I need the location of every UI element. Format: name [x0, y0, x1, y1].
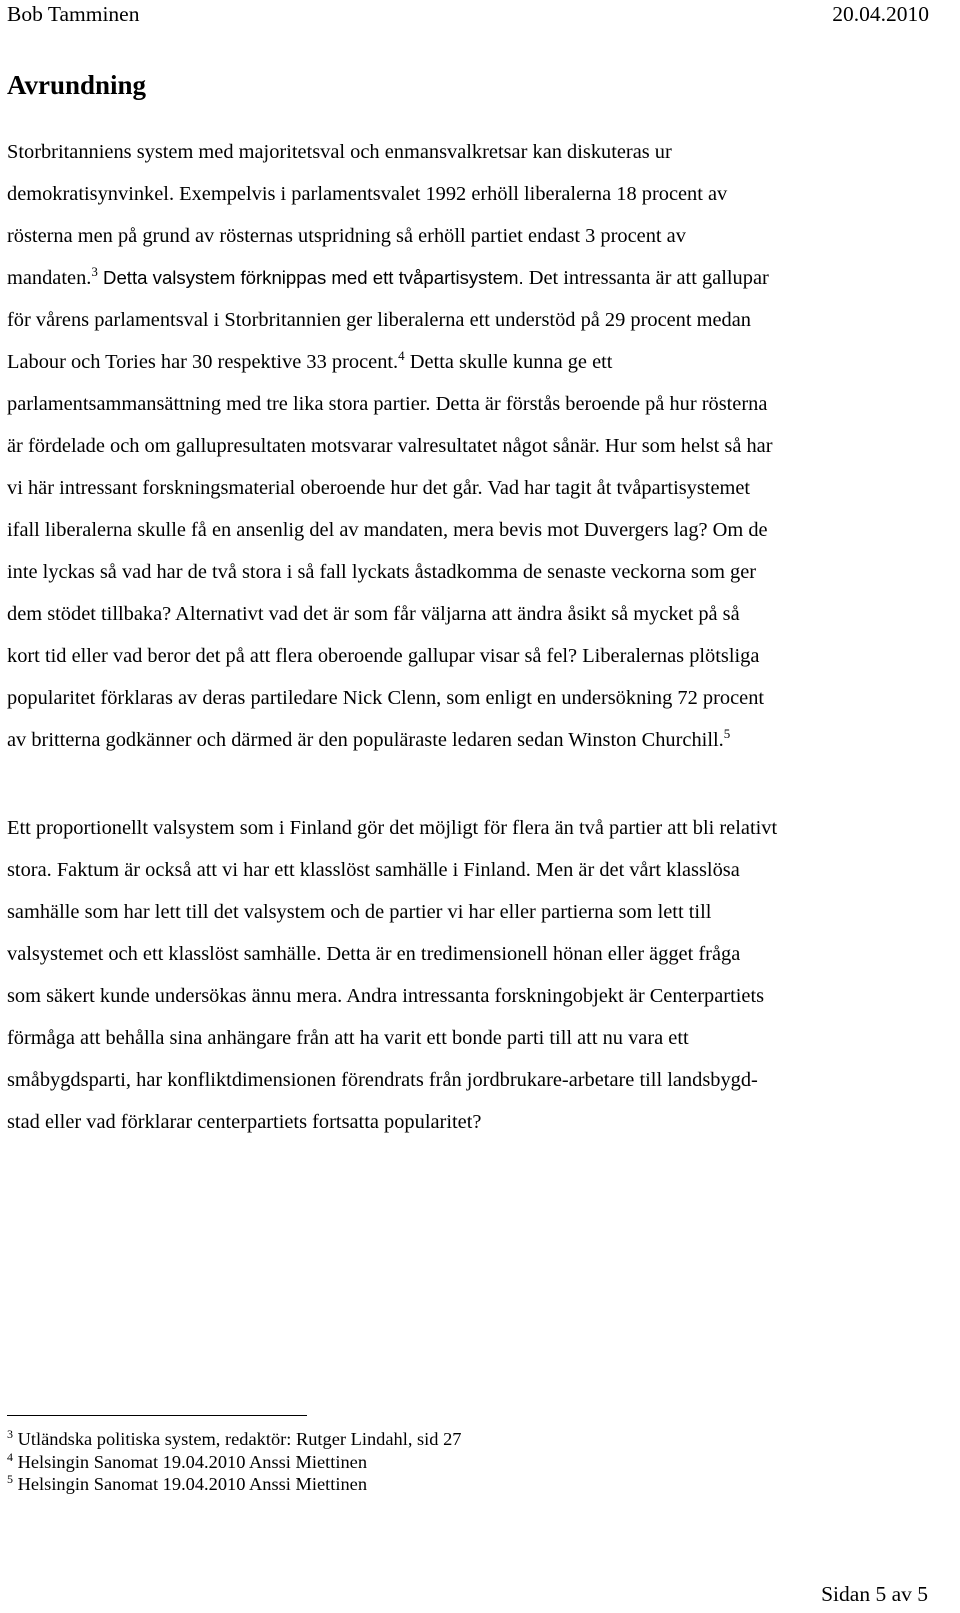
line-text: av britterna godkänner och därmed är den populäraste ledaren sedan Winston Churchill. — [7, 729, 724, 751]
footnotes — [7, 1428, 461, 1496]
footnote — [7, 1428, 461, 1451]
paragraph-line: kort tid eller vad beror det på att flera oberoende gallupar visar så fel? Liberalernas plötsliga — [7, 645, 760, 667]
paragraph-line: samhälle som har lett till det valsystem och de partier vi har eller partierna som lett till — [7, 901, 712, 923]
paragraph-line: inte lyckas så vad har de två stora i så fall lyckats åstadkomma de senaste veckorna som ger — [7, 561, 757, 583]
paragraph-2 — [7, 807, 937, 1143]
paragraph-line — [7, 719, 937, 761]
paragraph-line: Ett proportionellt valsystem som i Finland gör det möjligt för flera än två partier att bli relativt — [7, 817, 778, 839]
paragraph-1 — [7, 131, 937, 761]
footnote-text: Helsingin Sanomat 19.04.2010 Anssi Miettinen — [17, 1451, 368, 1472]
paragraph-line: förmåga att behålla sina anhängare från att ha varit ett bonde parti till att nu vara ett — [7, 1027, 689, 1049]
paragraph-line: parlamentsammansättning med tre lika stora partier. Detta är förstås beroende på hur rösterna — [7, 393, 768, 415]
paragraph-line: rösterna men på grund av rösternas utspridning så erhöll partiet endast 3 procent av — [7, 225, 686, 247]
header-date: 20.04.2010 — [832, 2, 929, 26]
footnote — [7, 1473, 461, 1496]
paragraph-line: stad eller vad förklarar centerpartiets fortsatta popularitet? — [7, 1111, 482, 1133]
paragraph-line: är fördelade och om gallupresultaten motsvarar valresultatet något sånär. Hur som helst så har — [7, 435, 773, 457]
footnote-separator — [7, 1415, 307, 1416]
page-number: Sidan 5 av 5 — [821, 1582, 928, 1606]
footnote-number: 5 — [7, 1472, 13, 1486]
line-text: mandaten. — [7, 267, 92, 289]
line-text: Detta skulle kunna ge ett — [404, 351, 613, 373]
footnote-text: Utländska politiska system, redaktör: Rutger Lindahl, sid 27 — [17, 1429, 462, 1449]
footnote-text: Helsingin Sanomat 19.04.2010 Anssi Miettinen — [17, 1474, 368, 1494]
paragraph-line: ifall liberalerna skulle få en ansenlig del av mandaten, mera bevis mot Duvergers lag? Om de — [7, 519, 768, 541]
line-text-sans: Detta valsystem förknippas med ett tvåpartisystem. — [97, 267, 524, 288]
page-header — [7, 0, 929, 32]
footnote-ref-4[interactable]: 4 — [398, 348, 405, 363]
paragraph-line: demokratisynvinkel. Exempelvis i parlamentsvalet 1992 erhöll liberalerna 18 procent av — [7, 183, 728, 205]
paragraph-line: valsystemet och ett klasslöst samhälle. Detta är en tredimensionell hönan eller ägget fråga — [7, 943, 741, 965]
paragraph-line — [7, 341, 937, 383]
line-text: Det intressanta är att gallupar — [523, 267, 769, 289]
paragraph-line: som säkert kunde undersökas ännu mera. Andra intressanta forskningobjekt är Centerpartiets — [7, 985, 765, 1007]
paragraph-line: för vårens parlamentsval i Storbritannien ger liberalerna ett understöd på 29 procent medan — [7, 309, 751, 331]
footnote-ref-3[interactable]: 3 — [91, 264, 98, 279]
line-text: Labour och Tories har 30 respektive 33 procent. — [7, 351, 399, 373]
footnote-number: 4 — [7, 1449, 13, 1464]
paragraph-line: vi här intressant forskningsmaterial oberoende hur det går. Vad har tagit åt tvåpartisystemet — [7, 477, 751, 499]
footnote-ref-5[interactable]: 5 — [723, 726, 731, 741]
paragraph-line: dem stödet tillbaka? Alternativt vad det är som får väljarna att ändra åsikt så mycket på så — [7, 603, 740, 625]
paragraph-line: Storbritanniens system med majoritetsval och enmansvalkretsar kan diskuteras ur — [7, 141, 672, 163]
footnote-number: 3 — [7, 1427, 13, 1441]
section-heading: Avrundning — [7, 70, 147, 100]
footnote — [7, 1451, 461, 1474]
paragraph-line — [7, 257, 937, 299]
header-author: Bob Tamminen — [7, 2, 140, 26]
paragraph-line: stora. Faktum är också att vi har ett klasslöst samhälle i Finland. Men är det vårt klasslösa — [7, 859, 740, 881]
paragraph-line: popularitet förklaras av deras partiledare Nick Clenn, som enligt en undersökning 72 procent — [7, 687, 765, 709]
paragraph-line: småbygdsparti, har konfliktdimensionen förendrats från jordbrukare-arbetare till landsbygd- — [7, 1069, 758, 1091]
